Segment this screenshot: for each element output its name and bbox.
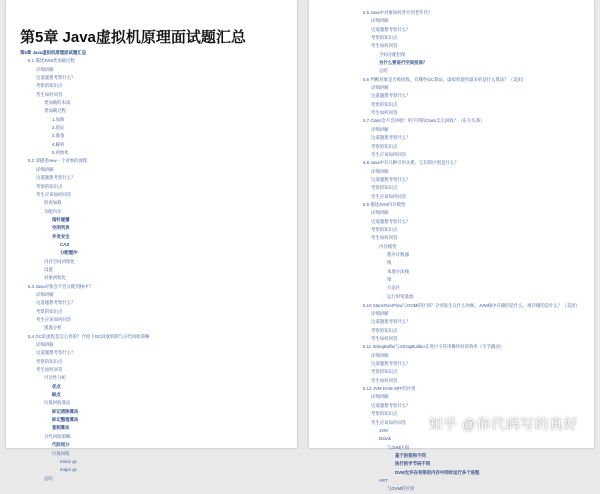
toc-item[interactable]: 这道题想考察什么？ (371, 176, 411, 182)
toc-item[interactable]: 考察的知识点 (36, 183, 63, 189)
toc-item[interactable]: 为什么要进行空间担保？ (379, 60, 428, 66)
toc-item[interactable]: 这道题想考察什么？ (371, 361, 411, 367)
watermark: 知乎 @你代码写的真好 (428, 416, 578, 432)
toc-item[interactable]: 运行时常量池 (387, 293, 414, 299)
toc-item[interactable]: 栈 (387, 260, 392, 266)
toc-item[interactable]: 5.2 请描述new一个对象的流程 (28, 158, 88, 164)
toc-item[interactable]: 考生如何回答 (371, 377, 398, 383)
toc-item[interactable]: 详细讲解 (371, 18, 389, 24)
toc-item[interactable]: 内存空间初始化 (44, 258, 75, 264)
right-page (309, 0, 594, 492)
toc-item[interactable]: 详细讲解 (371, 311, 389, 317)
toc-item[interactable]: 垃圾回收算法 (44, 400, 71, 406)
toc-item[interactable]: 5.5 Java中对象如何晋升到老年代？ (363, 10, 433, 15)
toc-item[interactable]: 这道题想考察什么？ (36, 75, 76, 81)
toc-item[interactable]: 5.4 GC的流程是怎么样的？介绍下GC回收机制与分代回收策略 (28, 333, 150, 339)
toc-item[interactable]: 5.7 Class会不会回收？用不到的Class怎么回收？（东方头条） (363, 118, 485, 124)
toc-item[interactable]: 详细讲解 (371, 394, 389, 400)
toc-item[interactable]: 这道题想考察什么？ (371, 218, 411, 224)
toc-item[interactable]: 这道题想考察什么？ (36, 350, 76, 356)
toc-item[interactable]: 详细讲解 (371, 352, 389, 358)
toc-item[interactable]: 程序计数器 (387, 251, 409, 257)
toc-item[interactable]: 考察的知识点 (36, 358, 63, 364)
toc-item[interactable]: 详细讲解 (371, 126, 389, 132)
toc-item[interactable]: 考察的知识点 (371, 35, 398, 41)
toc-item[interactable]: 优点 (52, 383, 61, 389)
toc-item[interactable]: 空间分配担保 (379, 51, 406, 57)
toc-item[interactable]: 5.10 StackOverFlow与OOM的区别？分别发生在什么时候，JVM栈中存储的是什么，堆存储的是什么？（美团） (363, 303, 580, 309)
toc-item[interactable]: 复制算法 (52, 425, 70, 431)
toc-item[interactable]: 这道题想考察什么？ (371, 319, 411, 325)
toc-item[interactable]: 堆 (387, 277, 392, 282)
toc-item[interactable]: 考察的知识点 (371, 327, 398, 333)
toc-item[interactable]: 考生应该如何回答 (371, 419, 407, 425)
toc-item[interactable]: 考察的知识点 (36, 83, 63, 89)
toc-item[interactable]: 2.验证 (52, 125, 65, 131)
toc-item[interactable]: 标记清除算法 (52, 408, 79, 414)
toc-item[interactable]: minor gc (60, 458, 77, 464)
toc-item[interactable]: 考生如何回答 (371, 336, 398, 342)
toc-item[interactable]: 考生应该如何回答 (371, 193, 407, 199)
toc-item[interactable]: 考生如何回答 (371, 43, 398, 49)
toc-item[interactable]: 考生应该如何回答 (36, 191, 72, 197)
toc-item[interactable]: 考察的知识点 (371, 369, 398, 375)
toc-item[interactable]: 考生应该如何回答 (371, 151, 407, 157)
toc-item[interactable]: 这道题想考察什么？ (36, 300, 76, 306)
toc-item[interactable]: 5.初始化 (52, 150, 69, 156)
toc-item[interactable]: 总结 (379, 68, 388, 74)
toc-item[interactable]: 分配缓冲 (60, 250, 78, 256)
toc-item[interactable]: 5.6 判断对象是否被回收，有哪些GC算法，虚拟机使用最多的是什么算法？（美团） (363, 76, 527, 82)
toc-item[interactable]: 5.11 StringBuffer与StringBuilder在进行字符串操作时的效率（字节跳动） (363, 344, 505, 350)
toc-item[interactable]: 方法区 (387, 285, 401, 291)
toc-item[interactable]: 考生如何回答 (36, 91, 63, 97)
toc-item[interactable]: CAS (60, 241, 70, 247)
toc-item[interactable]: 这道题想考察什么？ (36, 175, 76, 181)
toc-item[interactable]: 考察的知识点 (371, 411, 398, 417)
toc-item[interactable]: 1.加载 (52, 116, 65, 122)
left-page (6, 0, 297, 481)
toc-item[interactable]: 考生应该如何回答 (36, 317, 72, 322)
toc-item[interactable]: 4.解析 (52, 141, 65, 147)
toc-item[interactable]: 这道题想考察什么？ (371, 402, 411, 408)
toc-item[interactable]: 并发安全 (52, 233, 70, 239)
toc-item[interactable]: 考察的知识点 (371, 143, 398, 149)
toc-item[interactable]: 代际划分 (52, 442, 70, 448)
toc-item[interactable]: 分配内存 (44, 208, 62, 214)
toc-item[interactable]: 5.12 JVM DVM ART的区别 (363, 386, 416, 392)
toc-item[interactable]: 详细讲解 (371, 168, 389, 174)
toc-item[interactable]: Dalvik (379, 436, 391, 442)
toc-item[interactable]: 详细讲解 (36, 166, 54, 172)
toc-item[interactable]: 这道题想考察什么？ (371, 26, 411, 32)
toc-item[interactable]: JVM (379, 427, 388, 433)
toc-item[interactable]: 执行的字节码不同 (395, 461, 431, 467)
toc-item[interactable]: 对象初始化 (44, 275, 66, 281)
toc-item[interactable]: 考生如何回答 (371, 110, 398, 116)
toc-item[interactable]: 检查加载 (44, 200, 62, 206)
toc-item[interactable]: 分代回收策略 (44, 433, 71, 439)
toc-item[interactable]: 指针碰撞 (52, 216, 70, 222)
toc-item[interactable]: 5.3 Java对象会不会分配到栈中？ (28, 283, 93, 289)
toc-item[interactable]: 本地方法栈 (387, 268, 409, 274)
toc-item[interactable]: 考察的知识点 (371, 101, 398, 107)
toc-item[interactable]: 5.1 描述JVM类加载过程 (28, 58, 75, 64)
toc-item[interactable]: 设置 (44, 266, 53, 272)
toc-item[interactable]: 详细讲解 (36, 291, 54, 297)
toc-item[interactable]: 5.8 Java中有几种引用关系，它们的区别是什么？ (363, 160, 459, 166)
toc-item[interactable]: 考察的知识点 (371, 226, 398, 232)
toc-item[interactable]: 详细讲解 (36, 66, 54, 72)
toc-item[interactable]: 考察的知识点 (36, 308, 63, 314)
toc-item[interactable]: 标记整理算法 (52, 417, 79, 423)
toc-item[interactable]: DVM允许在有限的内存中同时运行多个进程 (395, 469, 480, 475)
toc-item[interactable]: 考察的知识点 (371, 185, 398, 191)
toc-item[interactable]: 基于的架构不同 (395, 452, 426, 458)
toc-item[interactable]: 考生如何回答 (36, 367, 63, 373)
toc-item[interactable]: major gc (60, 467, 77, 473)
toc-item[interactable]: 类加载的本质 (44, 100, 71, 106)
toc-item[interactable]: 与DVM的区别 (387, 486, 415, 492)
toc-item[interactable]: 3.准备 (52, 133, 65, 139)
toc-item[interactable]: 缺点 (52, 392, 61, 398)
page-title: 第5章 Java虚拟机原理面试题汇总 (20, 29, 246, 46)
toc-item[interactable]: 总结 (44, 475, 53, 481)
toc-item[interactable]: 可达性分析 (44, 375, 66, 381)
toc-list-left (6, 49, 297, 483)
toc-item[interactable]: 详细讲解 (371, 210, 389, 216)
toc-item[interactable]: 逃逸分析 (44, 325, 62, 331)
toc-item[interactable]: 第5章 Java虚拟机原理面试题汇总 (20, 50, 87, 55)
toc-item[interactable]: ART (379, 477, 388, 483)
toc-item[interactable]: 考生如何回答 (371, 235, 398, 241)
toc-item[interactable]: 内存模型 (379, 243, 397, 249)
toc-item[interactable]: 类加载过程 (44, 108, 66, 114)
toc-item[interactable]: 这道题想考察什么？ (371, 93, 411, 99)
toc-item[interactable]: 详细讲解 (36, 342, 54, 348)
toc-item[interactable]: 5.9 描述JVM内存模型 (363, 201, 406, 207)
toc-item[interactable]: 与JVM区别 (387, 444, 409, 450)
toc-item[interactable]: 垃圾回收 (52, 450, 70, 456)
toc-item[interactable]: 空闲列表 (52, 225, 70, 231)
toc-item[interactable]: 这道题想考察什么？ (371, 135, 411, 141)
toc-item[interactable]: 详细讲解 (371, 85, 389, 91)
